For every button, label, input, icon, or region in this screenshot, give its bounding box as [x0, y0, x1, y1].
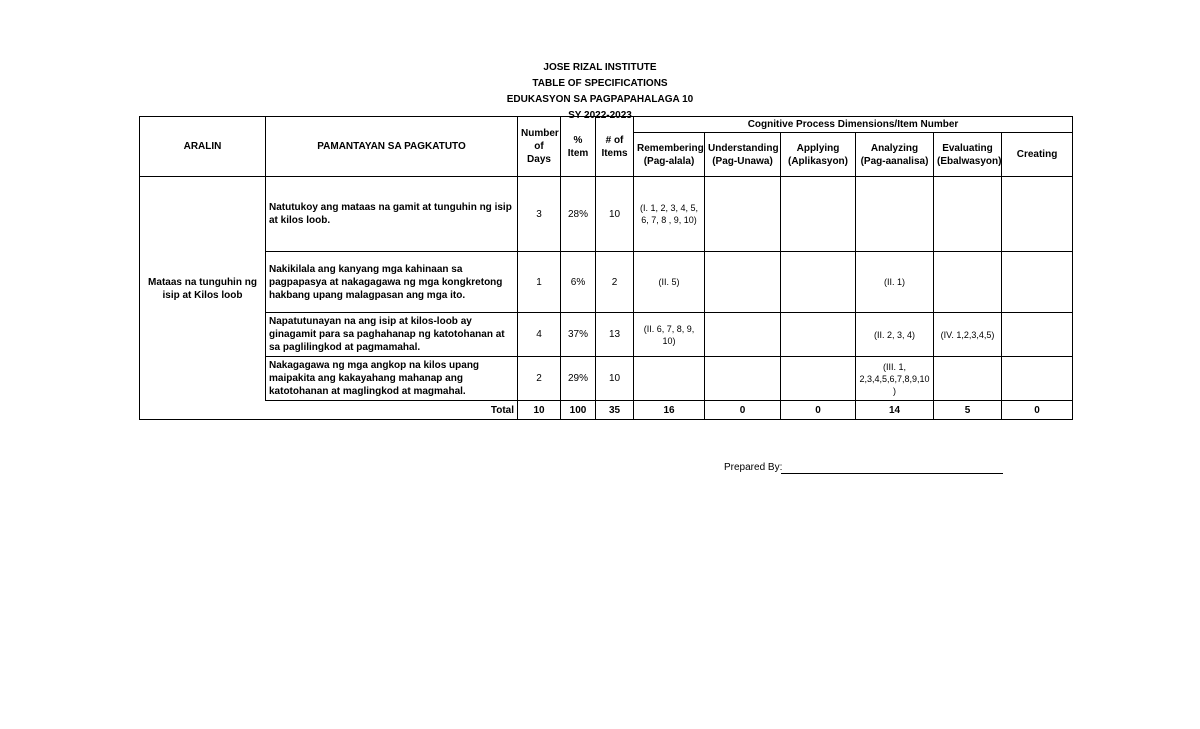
subject-title: EDUKASYON SA PAGPAPAHALAGA 10 [506, 94, 694, 105]
items-cell: 10 [596, 357, 634, 401]
creating-cell [1002, 252, 1073, 313]
applying-cell [781, 177, 856, 252]
pamantayan-cell: Natutukoy ang mataas na gamit at tunguhin ng isip at kilos loob. [266, 177, 518, 252]
pamantayan-cell: Napatutunayan na ang isip at kilos-loob ay ginagamit para sa paghahanap ng katotohanan at sa paglilingkod at pagmamahal. [266, 313, 518, 357]
analyzing-cell [856, 177, 934, 252]
col-cognitive-group: Cognitive Process Dimensions/Item Number [634, 117, 1073, 133]
remembering-cell: (I. 1, 2, 3, 4, 5, 6, 7, 8 , 9, 10) [634, 177, 705, 252]
total-remembering: 16 [634, 401, 705, 420]
table-row [140, 357, 1073, 401]
pamantayan-cell: Nakikilala ang kanyang mga kahinaan sa pagpapasya at nakagagawa ng mga kongkretong hakbang upang malagpasan ang mga ito. [266, 252, 518, 313]
days-cell: 2 [518, 357, 561, 401]
percent-cell: 29% [561, 357, 596, 401]
col-applying: Applying (Aplikasyon) [781, 133, 856, 177]
days-cell: 1 [518, 252, 561, 313]
total-percent: 100 [561, 401, 596, 420]
applying-cell [781, 313, 856, 357]
evaluating-cell [934, 177, 1002, 252]
items-cell: 10 [596, 177, 634, 252]
table-row [140, 252, 1073, 313]
col-evaluating: Evaluating (Ebalwasyon) [934, 133, 1002, 177]
col-pamantayan: PAMANTAYAN SA PAGKATUTO [266, 117, 518, 177]
total-understanding: 0 [705, 401, 781, 420]
applying-cell [781, 357, 856, 401]
understanding-cell [705, 313, 781, 357]
analyzing-cell: (II. 2, 3, 4) [856, 313, 934, 357]
analyzing-cell: (III. 1, 2,3,4,5,6,7,8,9,10 ) [856, 357, 934, 401]
total-creating: 0 [1002, 401, 1073, 420]
totals-row [140, 401, 1073, 420]
items-cell: 13 [596, 313, 634, 357]
totals-label: Total [266, 401, 518, 420]
evaluating-cell [934, 252, 1002, 313]
col-aralin: ARALIN [140, 117, 266, 177]
totals-blank [140, 401, 266, 420]
remembering-cell [634, 357, 705, 401]
understanding-cell [705, 252, 781, 313]
total-items: 35 [596, 401, 634, 420]
applying-cell [781, 252, 856, 313]
pamantayan-cell: Nakagagawa ng mga angkop na kilos upang maipakita ang kakayahang mahanap ang katotohanan at maglingkod at magmahal. [266, 357, 518, 401]
analyzing-cell: (II. 1) [856, 252, 934, 313]
school-name: JOSE RIZAL INSTITUTE [543, 62, 657, 73]
percent-cell: 6% [561, 252, 596, 313]
understanding-cell [705, 357, 781, 401]
percent-cell: 28% [561, 177, 596, 252]
col-items: # of Items [596, 117, 634, 177]
school-year: SY 2022-2023 [568, 110, 632, 121]
col-days: Number of Days [518, 117, 561, 177]
header-row-1 [140, 117, 1073, 133]
creating-cell [1002, 313, 1073, 357]
table-row [140, 313, 1073, 357]
items-cell: 2 [596, 252, 634, 313]
total-analyzing: 14 [856, 401, 934, 420]
col-percent: % Item [561, 117, 596, 177]
prepared-by-label: Prepared By: [724, 462, 783, 473]
remembering-cell: (II. 6, 7, 8, 9, 10) [634, 313, 705, 357]
col-understanding: Understanding (Pag-Unawa) [705, 133, 781, 177]
document-title: TABLE OF SPECIFICATIONS [532, 78, 668, 89]
evaluating-cell: (IV. 1,2,3,4,5) [934, 313, 1002, 357]
creating-cell [1002, 357, 1073, 401]
total-applying: 0 [781, 401, 856, 420]
col-remembering: Remembering (Pag-alala) [634, 133, 705, 177]
days-cell: 3 [518, 177, 561, 252]
table-row [140, 177, 1073, 252]
evaluating-cell [934, 357, 1002, 401]
table-of-specifications [139, 116, 1073, 420]
document-header [0, 60, 1200, 124]
total-days: 10 [518, 401, 561, 420]
aralin-cell: Mataas na tunguhin ng isip at Kilos loob [140, 177, 266, 401]
creating-cell [1002, 177, 1073, 252]
col-analyzing: Analyzing (Pag-aanalisa) [856, 133, 934, 177]
col-creating: Creating [1002, 133, 1073, 177]
remembering-cell: (II. 5) [634, 252, 705, 313]
signature-line [781, 473, 1003, 474]
percent-cell: 37% [561, 313, 596, 357]
days-cell: 4 [518, 313, 561, 357]
understanding-cell [705, 177, 781, 252]
total-evaluating: 5 [934, 401, 1002, 420]
